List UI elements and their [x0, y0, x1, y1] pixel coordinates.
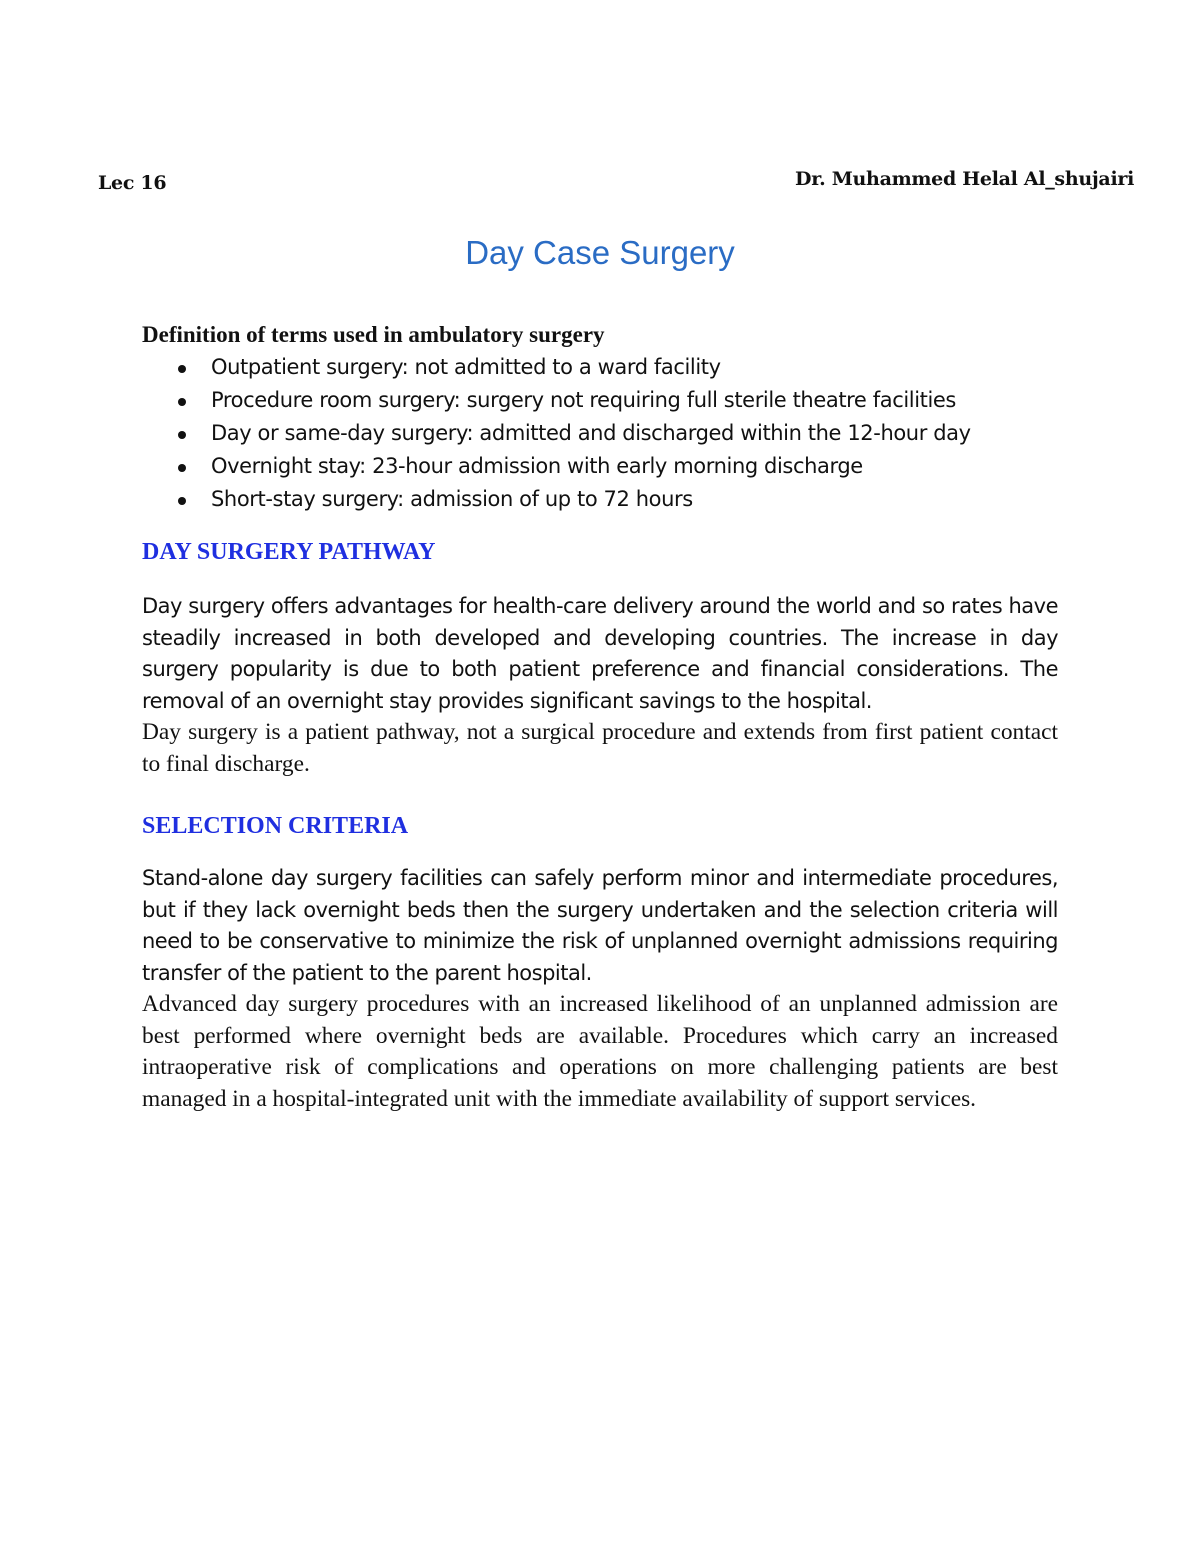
list-item [142, 450, 1058, 483]
lecture-number: Lec 16 [98, 172, 167, 194]
list-item [142, 384, 1058, 417]
list-item-text: Overnight stay: 23-hour admission with early morning discharge [211, 454, 863, 478]
bullet-icon [178, 497, 186, 505]
selection-heading: SELECTION CRITERIA [142, 813, 409, 839]
selection-paragraph: Advanced day surgery procedures with an increased likelihood of an unplanned admission are best performed where overnight beds are available. Procedures which carry an increased intraoperative risk of complications and operations on more challenging patients are best managed in a hospital-integrated unit with the immediate availability of support services. [142, 991, 1058, 1112]
list-item-text: Short-stay surgery: admission of up to 72 hours [211, 487, 693, 511]
pathway-paragraph: Day surgery is a patient pathway, not a surgical procedure and extends from first patient contact to final discharge. [142, 719, 1058, 777]
list-item [142, 483, 1058, 516]
pathway-heading: DAY SURGERY PATHWAY [142, 539, 436, 565]
document-title: Day Case Surgery [465, 234, 735, 271]
definitions-list [142, 351, 1058, 516]
bullet-icon [178, 398, 186, 406]
bullet-icon [178, 464, 186, 472]
list-item-text: Procedure room surgery: surgery not requiring full sterile theatre facilities [211, 388, 956, 412]
list-item [142, 417, 1058, 450]
pathway-paragraph: Day surgery offers advantages for health-care delivery around the world and so rates have steadily increased in both developed and developing countries. The increase in day surgery popularity is due to both patient preference and financial considerations. The removal of an overnight stay provides significant savings to the hospital. [142, 594, 1058, 713]
author-name: Dr. Muhammed Helal Al_shujairi [795, 168, 1134, 190]
bullet-icon [178, 365, 186, 373]
list-item-text: Outpatient surgery: not admitted to a ward facility [211, 355, 721, 379]
list-item-text: Day or same-day surgery: admitted and discharged within the 12-hour day [211, 421, 971, 445]
definitions-heading: Definition of terms used in ambulatory surgery [142, 322, 605, 347]
list-item [142, 351, 1058, 384]
selection-paragraph: Stand-alone day surgery facilities can safely perform minor and intermediate procedures, but if they lack overnight beds then the surgery undertaken and the selection criteria will need to be conservative to minimize the risk of unplanned overnight admissions requiring transfer of the patient to the parent hospital. [142, 866, 1058, 985]
document-body [142, 318, 1058, 1115]
bullet-icon [178, 431, 186, 439]
